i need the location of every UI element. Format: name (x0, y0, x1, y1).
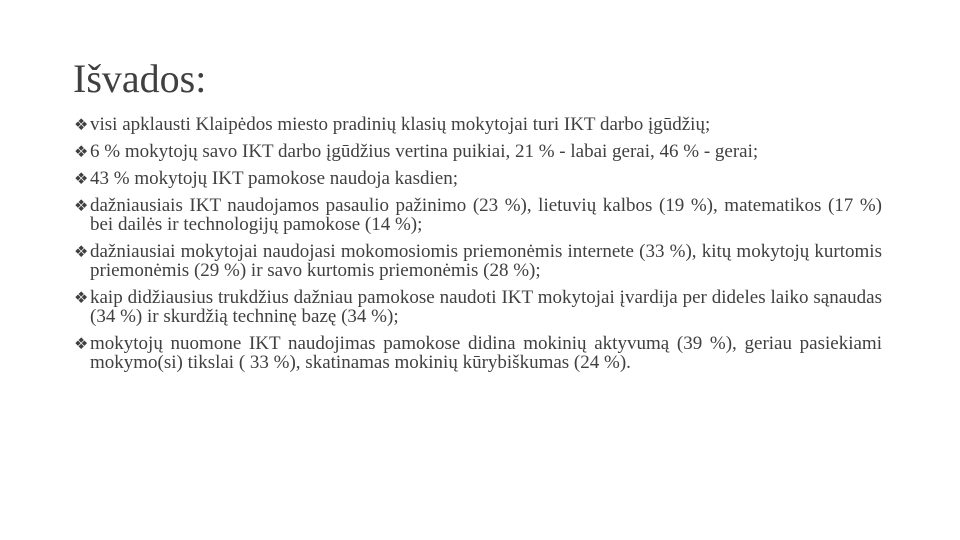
list-item (74, 288, 882, 326)
diamond-bullet-icon: ❖ (74, 334, 89, 353)
list-item-text: mokytojų nuomone IKT naudojimas pamokose didina mokinių aktyvumą (39 %), geriau pasiekiami mokymo(si) tikslai ( 33 %), skatinamas mokinių kūrybiškumas (24 %). (90, 333, 882, 373)
list-item-text: 6 % mokytojų savo IKT darbo įgūdžius vertina puikiai, 21 % - labai gerai, 46 % - gerai; (90, 141, 759, 162)
diamond-bullet-icon: ❖ (74, 196, 89, 215)
list-item-text: dažniausiais IKT naudojamos pasaulio pažinimo (23 %), lietuvių kalbos (19 %), matematikos (17 %) bei dailės ir technologijų pamokose (14 %); (90, 195, 882, 235)
list-item (74, 242, 882, 280)
list-item-text: kaip didžiausius trukdžius dažniau pamokose naudoti IKT mokytojai įvardija per dideles laiko sąnaudas (34 %) ir skurdžią techninę bazę (34 %); (90, 287, 882, 327)
diamond-bullet-icon: ❖ (74, 115, 89, 134)
list-item (74, 169, 882, 188)
diamond-bullet-icon: ❖ (74, 142, 89, 161)
diamond-bullet-icon: ❖ (74, 288, 89, 307)
list-item (74, 334, 882, 372)
list-item-text: dažniausiai mokytojai naudojasi mokomosiomis priemonėmis internete (33 %), kitų mokytojų kurtomis priemonėmis (29 %) ir savo kurtomis priemonėmis (28 %); (90, 241, 882, 281)
list-item (74, 196, 882, 234)
list-item (74, 115, 882, 134)
list-item (74, 142, 882, 161)
conclusions-list (74, 115, 882, 380)
diamond-bullet-icon: ❖ (74, 169, 89, 188)
slide-title: Išvados: (73, 56, 207, 101)
diamond-bullet-icon: ❖ (74, 242, 89, 261)
list-item-text: 43 % mokytojų IKT pamokose naudoja kasdien; (90, 168, 458, 189)
list-item-text: visi apklausti Klaipėdos miesto pradinių klasių mokytojai turi IKT darbo įgūdžių; (90, 114, 711, 135)
